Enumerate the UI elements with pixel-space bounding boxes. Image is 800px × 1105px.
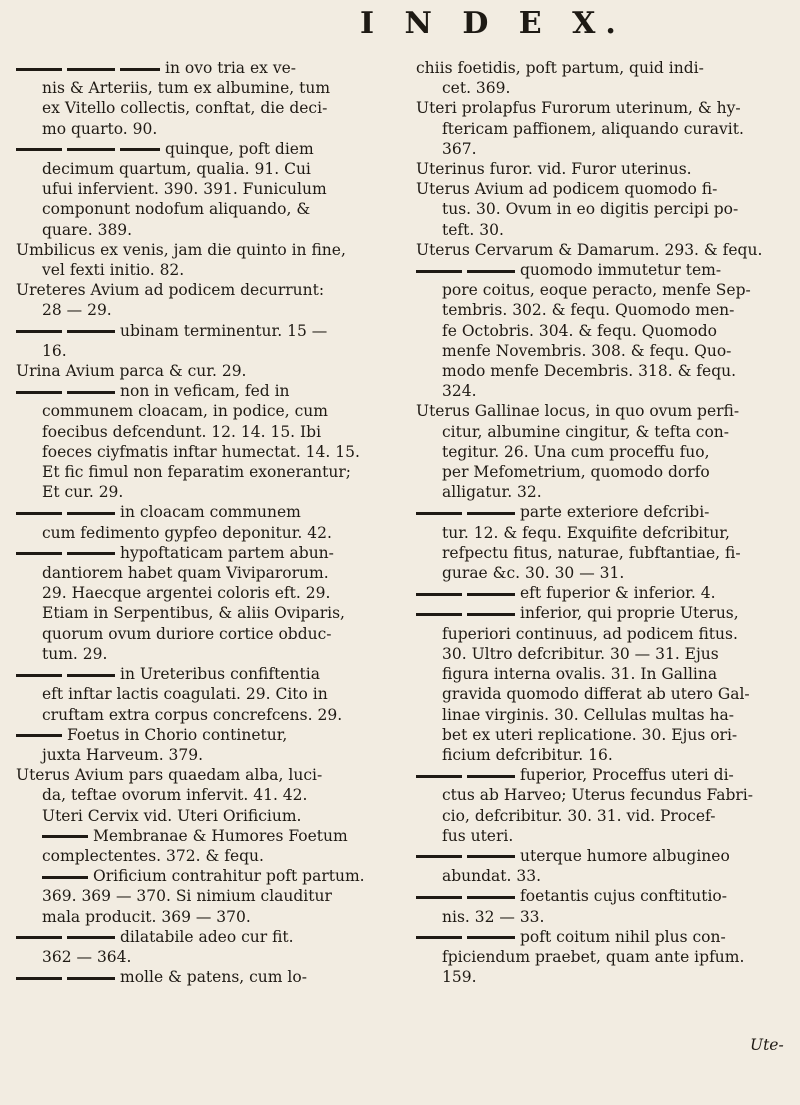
index-entry-line bbox=[16, 361, 376, 381]
index-entry-text: cum fedimento gypfeo deponitur. 42. bbox=[42, 523, 332, 542]
index-entry-text: quorum ovum duriore cortice obduc- bbox=[42, 624, 332, 643]
index-entry-text: componunt nodofum aliquando, & bbox=[42, 200, 311, 219]
left-column bbox=[16, 58, 376, 987]
index-entry-line bbox=[16, 644, 376, 664]
index-entry-text: ftericam paffionem, aliquando curavit. bbox=[442, 119, 744, 138]
ditto-dash bbox=[467, 896, 515, 899]
index-entry-line bbox=[16, 725, 376, 745]
index-entry-line bbox=[16, 159, 376, 179]
ditto-dash bbox=[416, 896, 462, 899]
ditto-dash bbox=[467, 613, 515, 616]
index-entry-text: Et fic fimul non feparatim exonerantur; bbox=[42, 463, 351, 482]
index-entry-line bbox=[16, 462, 376, 482]
index-entry-text: 29. Haecque argentei coloris eft. 29. bbox=[42, 584, 331, 603]
index-entry-text: ex Vitello collectis, conftat, die deci- bbox=[42, 99, 328, 118]
index-entry-text: eft fuperior & inferior. 4. bbox=[520, 584, 716, 603]
index-entry-text: ficium defcribitur. 16. bbox=[442, 745, 613, 764]
index-entry-text: pore coitus, eoque peracto, menfe Sep- bbox=[442, 281, 751, 300]
ditto-dash bbox=[16, 734, 62, 737]
index-entry-text: 159. bbox=[442, 968, 477, 987]
ditto-dash bbox=[120, 148, 160, 151]
catchword: Ute- bbox=[750, 1036, 784, 1054]
index-entry-line bbox=[416, 381, 776, 401]
index-entry-line bbox=[16, 785, 376, 805]
index-entry-text: menfe Novembris. 308. & fequ. Quo- bbox=[442, 341, 732, 360]
index-entry-text: Uterus Cervarum & Damarum. 293. & fequ. bbox=[416, 240, 763, 259]
ditto-dash bbox=[42, 835, 88, 838]
index-entry-line bbox=[416, 907, 776, 927]
index-entry-line bbox=[416, 624, 776, 644]
index-entry-line bbox=[416, 98, 776, 118]
index-entry-text: cio, defcribitur. 30. 31. vid. Procef- bbox=[442, 806, 716, 825]
index-entry-text: 16. bbox=[42, 341, 67, 360]
index-entry-line bbox=[416, 745, 776, 765]
ditto-dash bbox=[67, 391, 115, 394]
right-column bbox=[416, 58, 776, 987]
index-entry-text: quomodo immutetur tem- bbox=[520, 261, 722, 280]
ditto-dash bbox=[467, 512, 515, 515]
ditto-dash bbox=[16, 552, 62, 555]
index-entry-text: tus. 30. Ovum in eo digitis percipi po- bbox=[442, 200, 739, 219]
index-entry-line bbox=[416, 502, 776, 522]
index-entry-line bbox=[16, 684, 376, 704]
ditto-dash bbox=[467, 936, 515, 939]
index-entry-text: citur, albumine cingitur, & tefta con- bbox=[442, 422, 730, 441]
index-entry-line bbox=[16, 139, 376, 159]
index-entry-line bbox=[416, 119, 776, 139]
index-entry-text: Umbilicus ex venis, jam die quinto in fine, bbox=[16, 240, 346, 259]
index-entry-text: ubinam terminentur. 15 — bbox=[120, 321, 328, 340]
ditto-dash bbox=[416, 512, 462, 515]
index-entry-text: figura interna ovalis. 31. In Gallina bbox=[442, 665, 718, 684]
index-entry-text: juxta Harveum. 379. bbox=[42, 745, 204, 764]
index-entry-text: mo quarto. 90. bbox=[42, 119, 158, 138]
index-entry-line bbox=[16, 523, 376, 543]
index-entry-line bbox=[16, 260, 376, 280]
index-entry-line bbox=[416, 725, 776, 745]
ditto-dash bbox=[67, 68, 115, 71]
index-entry-line bbox=[16, 119, 376, 139]
index-entry-line bbox=[416, 967, 776, 987]
index-entry-text: Ureteres Avium ad podicem decurrunt: bbox=[16, 281, 325, 300]
index-entry-line bbox=[16, 422, 376, 442]
page-header: I N D E X. bbox=[360, 6, 626, 41]
index-entry-line bbox=[16, 482, 376, 502]
index-entry-line bbox=[16, 765, 376, 785]
index-entry-line bbox=[416, 603, 776, 623]
ditto-dash bbox=[67, 512, 115, 515]
index-entry-line bbox=[416, 58, 776, 78]
index-entry-text: in Ureteribus confiftentia bbox=[120, 665, 320, 684]
index-entry-line bbox=[16, 947, 376, 967]
ditto-dash bbox=[16, 674, 62, 677]
ditto-dash bbox=[467, 775, 515, 778]
index-entry-line bbox=[416, 401, 776, 421]
index-entry-text: tur. 12. & fequ. Exquifite defcribitur, bbox=[442, 523, 730, 542]
index-entry-text: Urina Avium parca & cur. 29. bbox=[16, 362, 247, 381]
index-entry-line bbox=[416, 947, 776, 967]
index-entry-text: gurae &c. 30. 30 — 31. bbox=[442, 564, 625, 583]
index-entry-line bbox=[416, 785, 776, 805]
index-entry-line bbox=[16, 745, 376, 765]
index-entry-line bbox=[416, 927, 776, 947]
index-entry-line bbox=[416, 846, 776, 866]
index-entry-line bbox=[16, 866, 376, 886]
index-entry-line bbox=[16, 583, 376, 603]
index-entry-text: fpiciendum praebet, quam ante ipfum. bbox=[442, 947, 745, 966]
index-entry-text: modo menfe Decembris. 318. & fequ. bbox=[442, 362, 737, 381]
index-entry-text: nis & Arteriis, tum ex albumine, tum bbox=[42, 79, 331, 98]
index-entry-text: hypoftaticam partem abun- bbox=[120, 543, 334, 562]
index-entry-line bbox=[416, 422, 776, 442]
index-entry-line bbox=[416, 159, 776, 179]
index-entry-text: Et cur. 29. bbox=[42, 483, 124, 502]
ditto-dash bbox=[42, 876, 88, 879]
index-entry-text: bet ex uteri replicatione. 30. Ejus ori- bbox=[442, 725, 738, 744]
index-entry-text: 28 — 29. bbox=[42, 301, 112, 320]
index-entry-line bbox=[16, 806, 376, 826]
index-entry-text: mala producit. 369 — 370. bbox=[42, 907, 251, 926]
index-entry-line bbox=[416, 543, 776, 563]
index-entry-line bbox=[416, 462, 776, 482]
ditto-dash bbox=[120, 68, 160, 71]
index-entry-text: gravida quomodo differat ab utero Gal- bbox=[442, 685, 750, 704]
ditto-dash bbox=[416, 936, 462, 939]
ditto-dash bbox=[416, 775, 462, 778]
index-entry-line bbox=[16, 220, 376, 240]
index-entry-text: fe Octobris. 304. & fequ. Quomodo bbox=[442, 321, 718, 340]
index-entry-line bbox=[416, 280, 776, 300]
index-entry-line bbox=[16, 98, 376, 118]
index-entry-line bbox=[16, 886, 376, 906]
index-entry-text: Orificium contrahitur poft partum. bbox=[93, 867, 365, 886]
ditto-dash bbox=[67, 674, 115, 677]
index-entry-line bbox=[416, 866, 776, 886]
index-entry-text: vel fexti initio. 82. bbox=[42, 261, 185, 280]
index-entry-text: Uterus Avium pars quaedam alba, luci- bbox=[16, 766, 323, 785]
index-entry-text: fus uteri. bbox=[442, 826, 514, 845]
index-entry-line bbox=[416, 361, 776, 381]
index-entry-line bbox=[416, 321, 776, 341]
index-entry-text: parte exteriore defcribi- bbox=[520, 503, 710, 522]
index-entry-line bbox=[416, 705, 776, 725]
ditto-dash bbox=[467, 270, 515, 273]
index-entry-text: Uterus Avium ad podicem quomodo fi- bbox=[416, 180, 718, 199]
index-entry-line bbox=[16, 664, 376, 684]
ditto-dash bbox=[416, 855, 462, 858]
index-entry-line bbox=[16, 927, 376, 947]
index-entry-line bbox=[16, 502, 376, 522]
index-entry-line bbox=[16, 78, 376, 98]
ditto-dash bbox=[67, 936, 115, 939]
ditto-dash bbox=[416, 270, 462, 273]
index-entry-line bbox=[16, 907, 376, 927]
index-entry-text: da, teftae ovorum infervit. 41. 42. bbox=[42, 786, 308, 805]
index-entry-line bbox=[416, 563, 776, 583]
index-entry-line bbox=[16, 240, 376, 260]
ditto-dash bbox=[416, 593, 462, 596]
ditto-dash bbox=[16, 512, 62, 515]
index-entry-line bbox=[416, 644, 776, 664]
ditto-dash bbox=[16, 391, 62, 394]
index-entry-line bbox=[416, 179, 776, 199]
index-entry-line bbox=[416, 199, 776, 219]
ditto-dash bbox=[16, 330, 62, 333]
index-entry-text: alligatur. 32. bbox=[442, 483, 542, 502]
index-entry-line bbox=[416, 482, 776, 502]
index-entry-text: 30. Ultro defcribitur. 30 — 31. Ejus bbox=[442, 644, 719, 663]
index-entry-text: nis. 32 — 33. bbox=[442, 907, 545, 926]
index-entry-text: decimum quartum, qualia. 91. Cui bbox=[42, 160, 311, 179]
index-entry-line bbox=[416, 442, 776, 462]
ditto-dash bbox=[16, 148, 62, 151]
index-entry-text: eft inftar lactis coagulati. 29. Cito in bbox=[42, 685, 328, 704]
index-entry-line bbox=[416, 826, 776, 846]
index-entry-line bbox=[416, 765, 776, 785]
index-entry-line bbox=[416, 220, 776, 240]
index-entry-text: tum. 29. bbox=[42, 644, 108, 663]
index-entry-text: 362 — 364. bbox=[42, 947, 132, 966]
ditto-dash bbox=[67, 148, 115, 151]
index-entry-text: 367. bbox=[442, 139, 477, 158]
index-entry-line bbox=[16, 179, 376, 199]
index-entry-line bbox=[16, 199, 376, 219]
index-entry-line bbox=[16, 442, 376, 462]
index-entry-text: 369. 369 — 370. Si nimium clauditur bbox=[42, 887, 332, 906]
index-entry-line bbox=[16, 381, 376, 401]
ditto-dash bbox=[416, 613, 462, 616]
ditto-dash bbox=[16, 936, 62, 939]
index-entry-text: tegitur. 26. Una cum proceffu fuo, bbox=[442, 442, 710, 461]
index-entry-text: Membranae & Humores Foetum bbox=[93, 826, 348, 845]
index-entry-line bbox=[16, 543, 376, 563]
index-entry-line bbox=[416, 260, 776, 280]
index-entry-text: Uteri Cervix vid. Uteri Orificium. bbox=[42, 806, 302, 825]
index-entry-text: chiis foetidis, poft partum, quid indi- bbox=[416, 59, 704, 77]
index-entry-line bbox=[416, 341, 776, 361]
index-entry-text: uterque humore albugineo bbox=[520, 846, 730, 865]
ditto-dash bbox=[16, 977, 62, 980]
index-entry-line bbox=[416, 240, 776, 260]
index-entry-line bbox=[416, 664, 776, 684]
index-entry-text: cruftam extra corpus concrefcens. 29. bbox=[42, 705, 343, 724]
index-entry-text: quare. 389. bbox=[42, 220, 133, 239]
index-entry-line bbox=[16, 58, 376, 78]
index-entry-text: foetantis cujus conftitutio- bbox=[520, 887, 727, 906]
index-entry-line bbox=[16, 321, 376, 341]
index-entry-line bbox=[16, 705, 376, 725]
index-entry-line bbox=[416, 684, 776, 704]
index-entry-text: per Mefometrium, quomodo dorfo bbox=[442, 463, 710, 482]
index-entry-text: quinque, poft diem bbox=[165, 139, 314, 158]
index-entry-line bbox=[16, 846, 376, 866]
ditto-dash bbox=[67, 977, 115, 980]
index-entry-text: in ovo tria ex ve- bbox=[165, 59, 296, 77]
index-entry-line bbox=[16, 401, 376, 421]
index-entry-line bbox=[416, 583, 776, 603]
ditto-dash bbox=[67, 330, 115, 333]
index-entry-text: Foetus in Chorio continetur, bbox=[67, 725, 288, 744]
index-entry-text: Uterinus furor. vid. Furor uterinus. bbox=[416, 160, 692, 179]
index-entry-text: linae virginis. 30. Cellulas multas ha- bbox=[442, 705, 735, 724]
index-entry-text: Etiam in Serpentibus, & aliis Oviparis, bbox=[42, 604, 345, 623]
index-entry-text: non in veficam, fed in bbox=[120, 382, 290, 401]
index-entry-text: communem cloacam, in podice, cum bbox=[42, 402, 328, 421]
index-entry-line bbox=[16, 624, 376, 644]
index-entry-text: tembris. 302. & fequ. Quomodo men- bbox=[442, 301, 735, 320]
index-entry-text: fuperior, Proceffus uteri di- bbox=[520, 766, 734, 785]
index-entry-text: ctus ab Harveo; Uterus fecundus Fabri- bbox=[442, 786, 753, 805]
index-entry-text: dantiorem habet quam Viviparorum. bbox=[42, 564, 329, 583]
index-entry-text: 324. bbox=[442, 382, 477, 401]
index-entry-line bbox=[16, 603, 376, 623]
ditto-dash bbox=[16, 68, 62, 71]
ditto-dash bbox=[467, 593, 515, 596]
ditto-dash bbox=[67, 552, 115, 555]
index-entry-line bbox=[16, 280, 376, 300]
index-entry-text: foeces ciyfmatis inftar humectat. 14. 15. bbox=[42, 442, 360, 461]
index-entry-text: cet. 369. bbox=[442, 79, 511, 98]
index-entry-text: complectentes. 372. & fequ. bbox=[42, 846, 264, 865]
index-entry-line bbox=[416, 300, 776, 320]
index-entry-line bbox=[16, 563, 376, 583]
index-entry-line bbox=[416, 806, 776, 826]
index-entry-text: ufui infervient. 390. 391. Funiculum bbox=[42, 180, 327, 199]
ditto-dash bbox=[467, 855, 515, 858]
index-entry-text: teft. 30. bbox=[442, 220, 504, 239]
index-entry-line bbox=[16, 826, 376, 846]
index-entry-line bbox=[416, 139, 776, 159]
index-entry-line bbox=[416, 886, 776, 906]
index-entry-text: foecibus defcendunt. 12. 14. 15. Ibi bbox=[42, 422, 322, 441]
index-entry-text: abundat. 33. bbox=[442, 867, 542, 886]
index-entry-text: inferior, qui proprie Uterus, bbox=[520, 604, 739, 623]
index-entry-line bbox=[16, 341, 376, 361]
index-entry-text: fuperiori continuus, ad podicem fitus. bbox=[442, 624, 738, 643]
index-entry-text: Uteri prolapfus Furorum uterinum, & hy- bbox=[416, 99, 741, 118]
index-entry-text: in cloacam communem bbox=[120, 503, 301, 522]
index-entry-line bbox=[16, 300, 376, 320]
index-entry-text: refpectu fitus, naturae, fubftantiae, fi- bbox=[442, 543, 741, 562]
index-entry-text: molle & patens, cum lo- bbox=[120, 968, 307, 987]
index-entry-text: dilatabile adeo cur fit. bbox=[120, 927, 294, 946]
index-entry-line bbox=[416, 523, 776, 543]
index-entry-text: Uterus Gallinae locus, in quo ovum perfi- bbox=[416, 402, 740, 421]
index-entry-text: poft coitum nihil plus con- bbox=[520, 927, 726, 946]
index-entry-line bbox=[416, 78, 776, 98]
index-entry-line bbox=[16, 967, 376, 987]
